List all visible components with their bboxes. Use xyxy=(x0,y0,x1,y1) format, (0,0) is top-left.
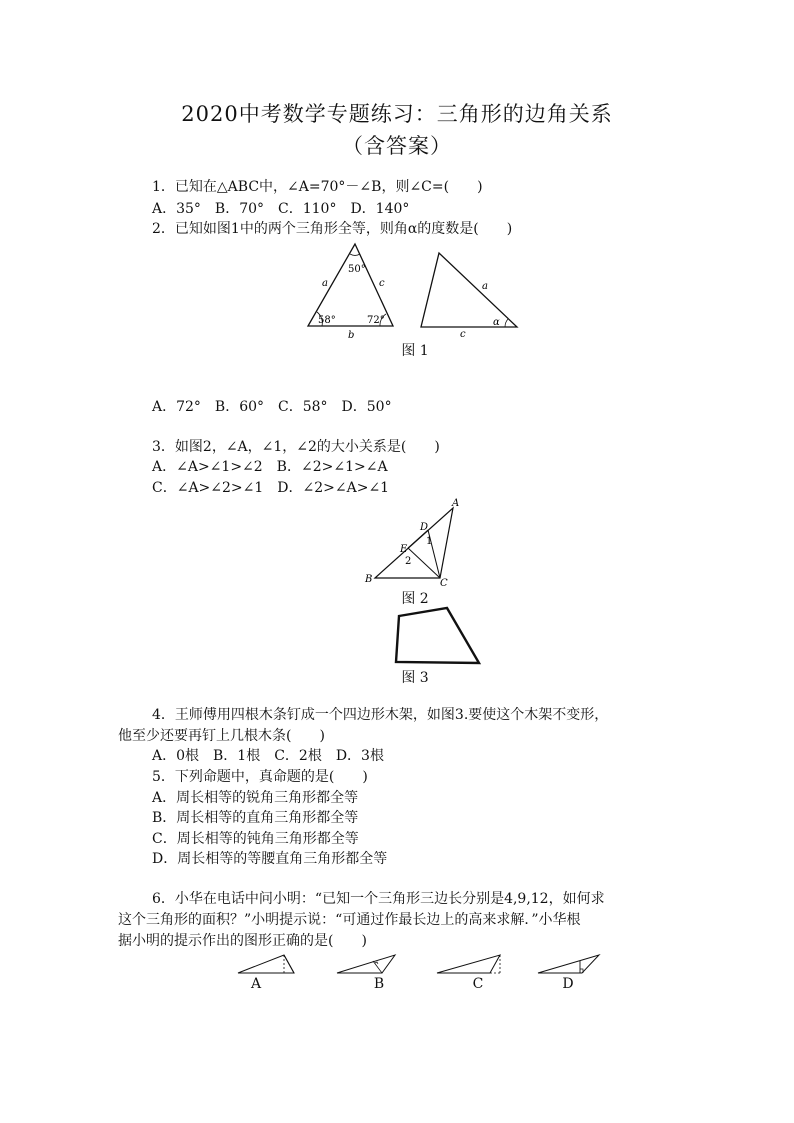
figure-3-caption: 图 3 xyxy=(401,670,429,686)
q6-choice-b-label: B xyxy=(373,976,385,992)
angle-2-label: 2 xyxy=(405,556,412,567)
document-title: 2020中考数学专题练习：三角形的边角关系 xyxy=(181,102,613,126)
q2-stem: 2．已知如图1中的两个三角形全等，则角α的度数是( ) xyxy=(152,221,513,237)
q6-choice-c-figure xyxy=(435,952,503,976)
q1-options: A．35° B．70° C．110° D．140° xyxy=(152,201,410,217)
q3-options-line1: A．∠A>∠1>∠2 B．∠2>∠1>∠A xyxy=(152,459,388,475)
q4-stem-line2: 他至少还要再钉上几根木条( ) xyxy=(118,728,325,744)
angle-1-label: 1 xyxy=(426,536,433,547)
figure-2 xyxy=(360,496,470,588)
figure-1-caption: 图 1 xyxy=(401,343,429,359)
q6-choice-c-label: C xyxy=(472,976,484,992)
q6-stem-line3: 据小明的提示作出的图形正确的是( ) xyxy=(118,933,367,949)
side-a-label: a xyxy=(322,278,328,289)
q2-options: A．72° B．60° C．58° D．50° xyxy=(152,399,392,415)
q5-option-b: B．周长相等的直角三角形都全等 xyxy=(152,810,359,826)
q6-stem-line1: 6．小华在电话中问小明：“已知一个三角形三边长分别是4,9,12，如何求 xyxy=(152,891,605,907)
q5-option-d: D．周长相等的等腰直角三角形都全等 xyxy=(152,851,388,867)
angle-72-label: 72° xyxy=(367,315,385,326)
point-b-label: B xyxy=(365,574,373,585)
side-c2-label: c xyxy=(460,329,466,340)
q5-option-a: A．周长相等的锐角三角形都全等 xyxy=(152,790,359,806)
q5-option-c: C．周长相等的钝角三角形都全等 xyxy=(152,831,359,847)
triangle-right xyxy=(421,253,517,327)
point-c-label: C xyxy=(440,578,448,589)
point-d-label: D xyxy=(420,522,429,533)
point-e-label: E xyxy=(400,544,408,555)
q4-options: A．0根 B．1根 C．2根 D．3根 xyxy=(152,748,384,764)
q1-stem: 1．已知在△ABC中，∠A=70°－∠B，则∠C=( ) xyxy=(152,179,483,195)
q6-choice-a-figure xyxy=(236,952,298,976)
q4-stem-line1: 4．王师傅用四根木条钉成一个四边形木架，如图3.要使这个木架不变形， xyxy=(152,707,609,723)
q3-stem: 3．如图2，∠A，∠1，∠2的大小关系是( ) xyxy=(152,439,440,455)
side-b-label: b xyxy=(348,330,355,341)
q3-options-line2: C．∠A>∠2>∠1 D．∠2>∠A>∠1 xyxy=(152,480,390,496)
document-subtitle: （含答案） xyxy=(342,134,452,158)
q5-stem: 5．下列命题中，真命题的是( ) xyxy=(152,769,368,785)
q6-choice-a-label: A xyxy=(250,976,262,992)
q6-choice-d-label: D xyxy=(562,976,574,992)
q6-choice-b-figure xyxy=(335,952,401,976)
side-c-label: c xyxy=(379,278,385,289)
point-a-label: A xyxy=(452,498,460,509)
figure-3 xyxy=(392,604,484,668)
figure-1 xyxy=(300,242,530,342)
q6-choice-d-figure xyxy=(536,952,602,976)
quadrilateral-frame xyxy=(396,608,479,663)
angle-50-label: 50° xyxy=(348,264,366,275)
side-a2-label: a xyxy=(482,281,488,292)
angle-58-label: 58° xyxy=(318,315,336,326)
figure-2-caption: 图 2 xyxy=(401,591,429,607)
alpha-label: α xyxy=(493,317,500,328)
q6-stem-line2: 这个三角形的面积？”小明提示说：“可通过作最长边上的高来求解．”小华根 xyxy=(118,912,581,928)
